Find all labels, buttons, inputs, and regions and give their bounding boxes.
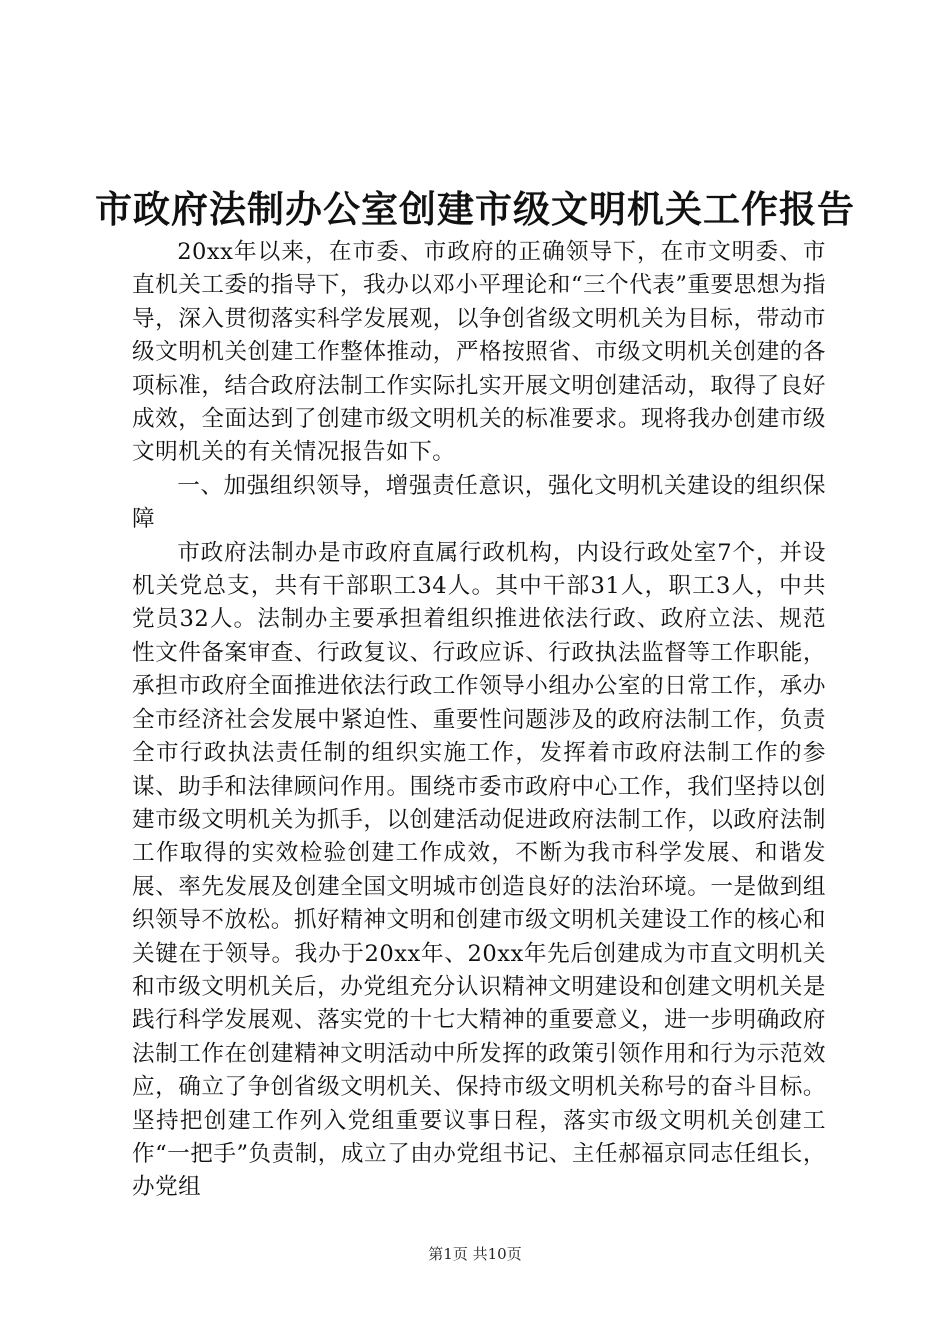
intro-paragraph: 20xx年以来，在市委、市政府的正确领导下，在市文明委、市直机关工委的指导下，我办以邓小平理论和“三个代表”重要思想为指导，深入贯彻落实科学发展观，以争创省级文明机关为目标，带动市级文明机关创建工作整体推动，严格按照省、市级文明机关创建的各项标准，结合政府法制工作实际扎实开展文明创建活动，取得了良好成效，全面达到了创建市级文明机关的标准要求。现将我办创建市级文明机关的有关情况报告如下。 xyxy=(132,239,826,466)
body-paragraph: 市政府法制办是市政府直属行政机构，内设行政处室7个，并设机关党总支，共有干部职工34人。其中干部31人，职工3人，中共党员32人。法制办主要承担着组织推进依法行政、政府立法、规范性文件备案审查、行政复议、行政应诉、行政执法监督等工作职能，承担市政府全面推进依法行政工作领导小组办公室的日常工作，承办全市经济社会发展中紧迫性、重要性问题涉及的政府法制工作，负责全市行政执法责任制的组织实施工作，发挥着市政府法制工作的参谋、助手和法律顾问作用。围绕市委市政府中心工作，我们坚持以创建市级文明机关为抓手，以创建活动促进政府法制工作，以政府法制工作取得的实效检验创建工作成效，不断为我市科学发展、和谐发展、率先发展及创建全国文明城市创造良好的法治环境。一是做到组织领导不放松。抓好精神文明和创建市级文明机关建设工作的核心和关键在于领导。我办于20xx年、20xx年先后创建成为市直文明机关和市级文明机关后，办党组充分认识精神文明建设和创建文明机关是践行科学发展观、落实党的十七大精神的重要意义，进一步明确政府法制工作在创建精神文明活动中所发挥的政策引领作用和行为示范效应，确立了争创省级文明机关、保持市级文明机关称号的奋斗目标。坚持把创建工作列入党组重要议事日程，落实市级文明机关创建工作“一把手”负责制，成立了由办党组书记、主任郝福京同志任组长，办党组 xyxy=(132,539,826,1201)
page-number-footer: 第1页 共10页 xyxy=(428,1245,522,1263)
section-heading: 一、加强组织领导，增强责任意识，强化文明机关建设的组织保障 xyxy=(132,472,826,533)
document-body xyxy=(132,236,826,1205)
document-title: 市政府法制办公室创建市级文明机关工作报告 xyxy=(95,187,855,231)
